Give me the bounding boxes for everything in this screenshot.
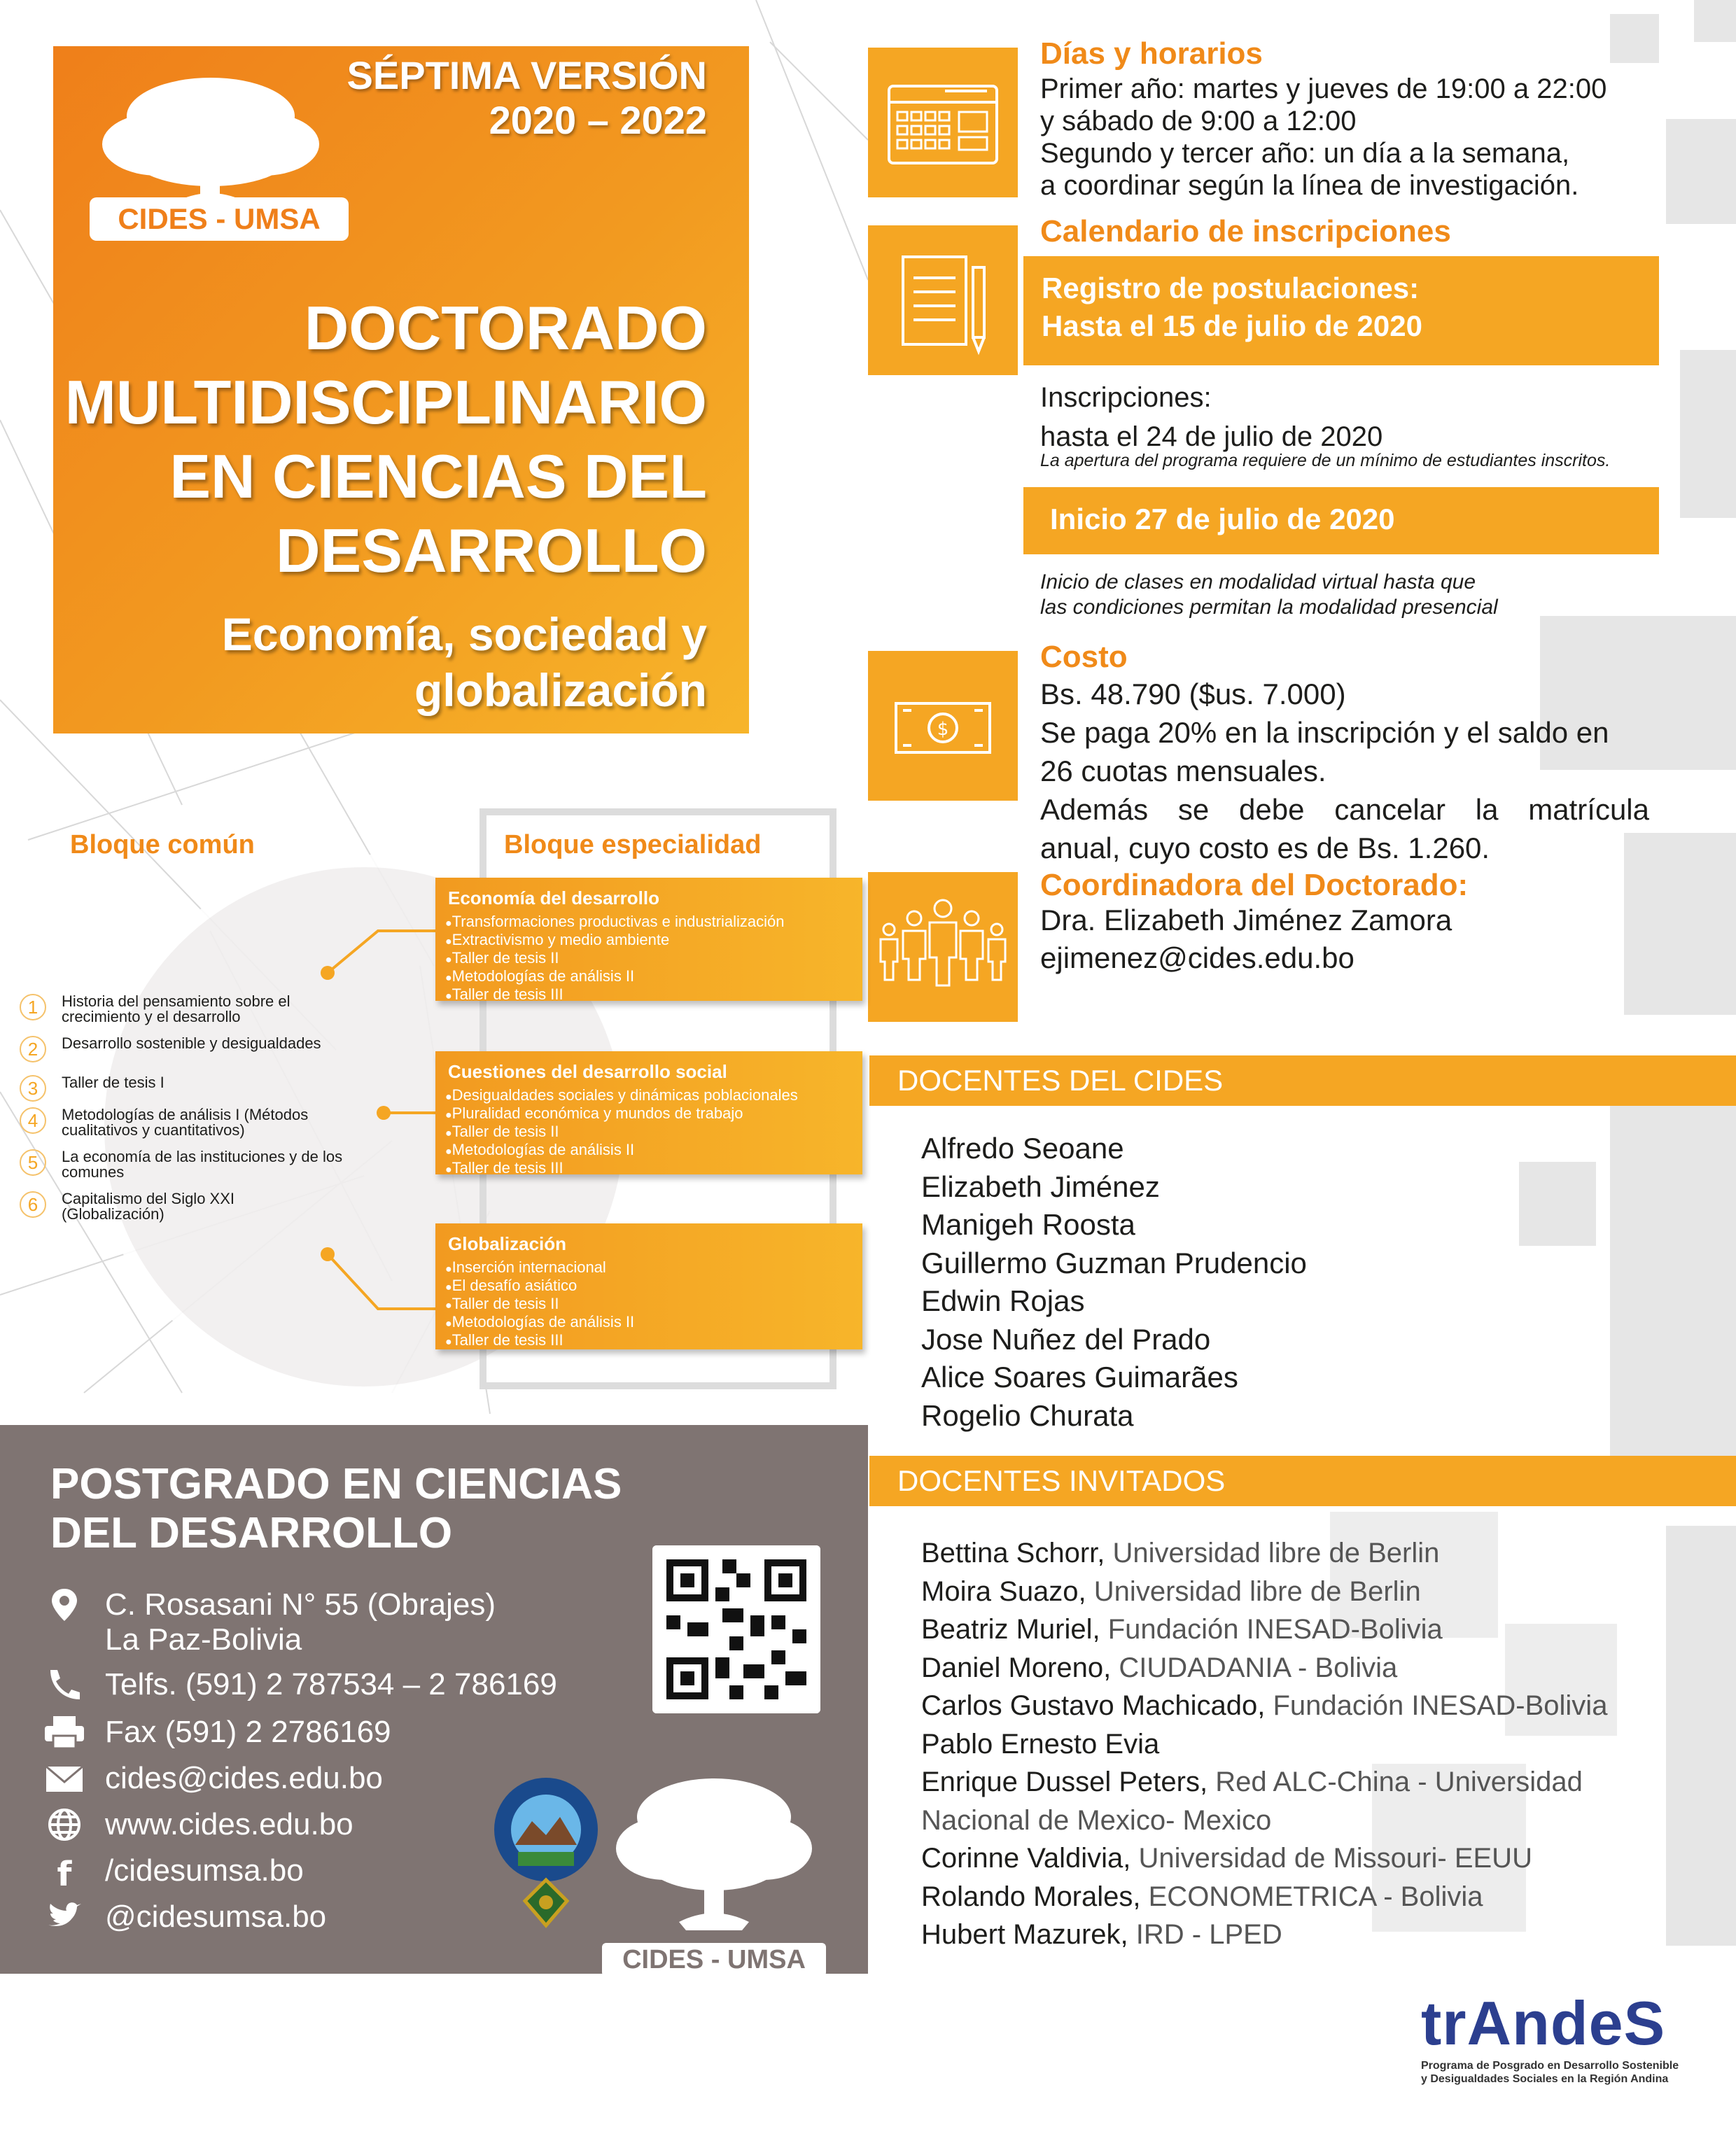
invited-row bbox=[921, 1534, 1684, 1573]
course-item: ● Metodologías de análisis II bbox=[445, 1142, 862, 1160]
item-number: 3 bbox=[20, 1075, 46, 1102]
trandes-caption bbox=[1421, 2059, 1715, 2086]
twitter-handle[interactable]: @cidesumsa.bo bbox=[105, 1900, 327, 1934]
docentes-invitados-list bbox=[921, 1534, 1684, 1954]
program-subtitle bbox=[222, 606, 707, 718]
docente-name: Guillermo Guzman Prudencio bbox=[921, 1246, 1307, 1279]
location-pin-icon bbox=[42, 1587, 87, 1622]
invited-affiliation: ECONOMETRICA - Bolivia bbox=[1148, 1881, 1483, 1912]
invited-row bbox=[921, 1763, 1684, 1802]
invited-row bbox=[921, 1878, 1684, 1916]
virtual-mode-note bbox=[1040, 570, 1498, 620]
version-line: SÉPTIMA VERSIÓN bbox=[346, 53, 707, 97]
trandes-wordmark: trAndeS bbox=[1421, 1988, 1666, 2058]
item-text: Metodologías de análisis I (Métodos cualitativos y cuantitativos) bbox=[62, 1106, 309, 1139]
course-item: ● Taller de tesis II bbox=[445, 1123, 862, 1142]
item-text: Capitalismo del Siglo XXI (Globalización) bbox=[62, 1190, 235, 1223]
caption-line: y Desigualdades Sociales en la Región Andina bbox=[1421, 2073, 1669, 2085]
cost-amount: Bs. 48.790 ($us. 7.000) bbox=[1040, 678, 1346, 710]
invited-name: Carlos Gustavo Machicado, bbox=[921, 1690, 1266, 1721]
course-item: ● Pluralidad económica y mundos de trabajo bbox=[445, 1105, 862, 1123]
minimum-students-note: La apertura del programa requiere de un mínimo de estudiantes inscritos. bbox=[1040, 451, 1611, 470]
caption-line: Programa de Posgrado en Desarrollo Sostenible bbox=[1421, 2060, 1679, 2072]
specialty-box-social bbox=[435, 1051, 862, 1177]
schedule-line: Segundo y tercer año: un día a la semana, bbox=[1040, 138, 1570, 169]
list-item bbox=[20, 1191, 384, 1233]
invited-affiliation: Universidad de Missouri- EEUU bbox=[1138, 1843, 1532, 1874]
invited-name: Rolando Morales, bbox=[921, 1881, 1141, 1912]
address-text bbox=[105, 1587, 496, 1657]
calendar-icon bbox=[868, 48, 1018, 197]
specialty-title: Economía del desarrollo bbox=[448, 887, 659, 908]
docente-name: Rogelio Churata bbox=[921, 1398, 1134, 1432]
course-item: ● El desafío asiático bbox=[445, 1277, 862, 1296]
list-item bbox=[20, 1107, 384, 1149]
footer-tree-logo-icon bbox=[616, 1768, 812, 1943]
invited-name: Hubert Mazurek, bbox=[921, 1919, 1128, 1950]
specialty-box-globalizacion bbox=[435, 1223, 862, 1349]
invited-row bbox=[921, 1839, 1684, 1878]
docente-name: Alice Soares Guimarães bbox=[921, 1361, 1238, 1394]
facebook-handle[interactable]: /cidesumsa.bo bbox=[105, 1853, 304, 1888]
registration-line: Registro de postulaciones: bbox=[1042, 272, 1420, 304]
globe-icon bbox=[42, 1807, 87, 1842]
invited-row bbox=[921, 1687, 1684, 1725]
course-item: ● Taller de tesis II bbox=[445, 950, 862, 968]
course-item: ● Taller de tesis III bbox=[445, 1160, 862, 1178]
subtitle-line: Economía, sociedad y bbox=[221, 608, 707, 660]
item-number: 1 bbox=[20, 994, 46, 1020]
address-line: La Paz-Bolivia bbox=[105, 1622, 302, 1657]
decor-square bbox=[1610, 1106, 1736, 1456]
invited-row bbox=[921, 1916, 1684, 1954]
item-number: 5 bbox=[20, 1149, 46, 1176]
start-date-label: Inicio 27 de julio de 2020 bbox=[1050, 503, 1395, 535]
invited-row bbox=[921, 1610, 1684, 1649]
item-text: Taller de tesis I bbox=[62, 1074, 164, 1091]
cides-umsa-logo-label: CIDES - UMSA bbox=[90, 197, 349, 241]
version-years: 2020 – 2022 bbox=[489, 98, 707, 142]
item-number: 2 bbox=[20, 1036, 46, 1062]
course-item: ● Extractivismo y medio ambiente bbox=[445, 932, 862, 950]
invited-name: Bettina Schorr, bbox=[921, 1538, 1105, 1568]
course-item: ● Taller de tesis III bbox=[445, 986, 862, 1004]
docentes-cides-list bbox=[921, 1130, 1307, 1435]
invited-affiliation: CIUDADANIA - Bolivia bbox=[1119, 1652, 1398, 1683]
coordinator-heading: Coordinadora del Doctorado: bbox=[1040, 868, 1469, 902]
list-item bbox=[20, 1149, 384, 1191]
course-item: ● Metodologías de análisis II bbox=[445, 1314, 862, 1332]
course-item: ● Taller de tesis III bbox=[445, 1332, 862, 1350]
enrollment-date: hasta el 24 de julio de 2020 bbox=[1040, 421, 1383, 452]
title-line: EN CIENCIAS DEL bbox=[169, 442, 707, 511]
course-item: ● Metodologías de análisis II bbox=[445, 968, 862, 986]
docente-name: Elizabeth Jiménez bbox=[921, 1170, 1160, 1203]
invited-row bbox=[921, 1649, 1684, 1687]
email-address[interactable]: cides@cides.edu.bo bbox=[105, 1761, 383, 1795]
people-group-icon bbox=[868, 872, 1018, 1022]
schedule-text bbox=[1040, 73, 1711, 202]
item-text: Desarrollo sostenible y desigualdades bbox=[62, 1034, 321, 1052]
registration-deadline-bar bbox=[1023, 256, 1659, 365]
registration-date: Hasta el 15 de julio de 2020 bbox=[1042, 309, 1422, 342]
notepad-pencil-icon bbox=[868, 225, 1018, 375]
list-item bbox=[20, 1036, 384, 1075]
invited-affiliation: Universidad libre de Berlin bbox=[1112, 1538, 1440, 1568]
invited-affiliation: Red ALC-China - Universidad bbox=[1215, 1767, 1583, 1797]
cost-line: Se paga 20% en la inscripción y el saldo en bbox=[1040, 716, 1609, 749]
decor-square bbox=[1694, 0, 1736, 42]
hero-banner bbox=[53, 46, 749, 733]
virtual-note-line: Inicio de clases en modalidad virtual hasta que bbox=[1040, 570, 1476, 594]
version-label bbox=[347, 53, 707, 143]
coordinator-email[interactable]: ejimenez@cides.edu.bo bbox=[1040, 941, 1354, 974]
course-item: ● Desigualdades sociales y dinámicas poblacionales bbox=[445, 1087, 862, 1105]
money-bill-icon bbox=[868, 651, 1018, 801]
phone-icon bbox=[42, 1667, 87, 1702]
enrollment-text bbox=[1040, 378, 1670, 456]
virtual-note-line: las condiciones permitan la modalidad presencial bbox=[1040, 596, 1498, 619]
title-line: MULTIDISCIPLINARIO bbox=[64, 367, 707, 437]
specialty-box-economia bbox=[435, 878, 862, 1001]
program-title bbox=[65, 291, 707, 588]
course-item: ● Transformaciones productivas e industrialización bbox=[445, 913, 862, 932]
cost-line: 26 cuotas mensuales. bbox=[1040, 754, 1326, 787]
invited-affiliation: Fundación INESAD-Bolivia bbox=[1107, 1614, 1443, 1645]
footer-title bbox=[50, 1460, 622, 1558]
title-line: DESARROLLO bbox=[276, 516, 707, 585]
start-date-bar bbox=[1023, 487, 1659, 554]
invited-affiliation: Nacional de Mexico- Mexico bbox=[921, 1804, 1272, 1836]
specialty-course-list bbox=[435, 1087, 862, 1178]
docente-name: Manigeh Roosta bbox=[921, 1208, 1135, 1241]
list-item bbox=[20, 994, 384, 1036]
svg-text:f: f bbox=[57, 1855, 72, 1888]
coordinator-name: Dra. Elizabeth Jiménez Zamora bbox=[1040, 904, 1452, 936]
docente-name: Jose Nuñez del Prado bbox=[921, 1322, 1211, 1356]
umsa-seal-icon bbox=[490, 1768, 602, 1936]
schedule-line: Primer año: martes y jueves de 19:00 a 22:00 bbox=[1040, 73, 1607, 104]
common-block-title: Bloque común bbox=[70, 830, 255, 859]
cost-heading: Costo bbox=[1040, 640, 1128, 674]
specialty-block-title: Bloque especialidad bbox=[504, 830, 762, 859]
invited-name: Daniel Moreno, bbox=[921, 1652, 1112, 1683]
specialty-title: Globalización bbox=[448, 1233, 567, 1254]
qr-code-icon bbox=[652, 1545, 820, 1713]
schedule-heading: Días y horarios bbox=[1040, 36, 1263, 71]
cost-line: Además se debe cancelar la matrícula bbox=[1040, 793, 1649, 826]
course-item: ● Taller de tesis II bbox=[445, 1296, 862, 1314]
invited-affiliation: Universidad libre de Berlin bbox=[1093, 1575, 1421, 1607]
invited-name: Corinne Valdivia, bbox=[921, 1843, 1131, 1874]
item-number: 4 bbox=[20, 1107, 46, 1134]
docentes-invitados-heading: DOCENTES INVITADOS bbox=[869, 1456, 1736, 1506]
decor-square bbox=[1519, 1162, 1596, 1246]
docentes-cides-heading: DOCENTES DEL CIDES bbox=[869, 1055, 1736, 1106]
invited-row bbox=[921, 1573, 1684, 1611]
svg-text:$: $ bbox=[937, 719, 949, 740]
fax-number: Fax (591) 2 2786169 bbox=[105, 1715, 391, 1749]
tree-logo-icon bbox=[95, 67, 326, 277]
docente-name: Edwin Rojas bbox=[921, 1284, 1085, 1317]
title-line: DOCTORADO bbox=[304, 293, 707, 363]
address-line: C. Rosasani N° 55 (Obrajes) bbox=[105, 1587, 496, 1622]
footer-title-line: DEL DESARROLLO bbox=[50, 1509, 453, 1557]
decor-square bbox=[1680, 350, 1736, 518]
schedule-line: a coordinar según la línea de investigación. bbox=[1040, 170, 1579, 201]
invited-name: Enrique Dussel Peters, bbox=[921, 1767, 1208, 1797]
common-block-list bbox=[20, 994, 384, 1233]
docente-name: Alfredo Seoane bbox=[921, 1132, 1124, 1165]
phone-numbers[interactable]: Telfs. (591) 2 787534 – 2 786169 bbox=[105, 1667, 557, 1701]
item-number: 6 bbox=[20, 1191, 46, 1218]
course-item: ● Inserción internacional bbox=[445, 1259, 862, 1277]
footer-cides-umsa-label: CIDES - UMSA bbox=[602, 1943, 826, 1977]
website-url[interactable]: www.cides.edu.bo bbox=[105, 1807, 354, 1841]
twitter-bird-icon bbox=[42, 1900, 87, 1935]
facebook-icon bbox=[42, 1853, 87, 1888]
subtitle-line: globalización bbox=[414, 664, 707, 716]
envelope-icon bbox=[42, 1761, 87, 1796]
printer-icon bbox=[42, 1715, 87, 1750]
specialty-title: Cuestiones del desarrollo social bbox=[448, 1061, 727, 1082]
invited-name: Moira Suazo, bbox=[921, 1575, 1086, 1607]
invited-name: Beatriz Muriel, bbox=[921, 1614, 1100, 1645]
calendar-heading: Calendario de inscripciones bbox=[1040, 214, 1451, 248]
invited-affiliation: Fundación INESAD-Bolivia bbox=[1273, 1690, 1608, 1721]
cost-line: anual, cuyo costo es de Bs. 1.260. bbox=[1040, 831, 1490, 864]
enrollment-label: Inscripciones: bbox=[1040, 382, 1212, 413]
cost-text bbox=[1040, 675, 1649, 867]
decor-square bbox=[1610, 14, 1659, 63]
invited-row bbox=[921, 1802, 1684, 1840]
invited-name: Pablo Ernesto Evia bbox=[921, 1728, 1160, 1760]
invited-affiliation: IRD - LPED bbox=[1135, 1919, 1282, 1950]
item-text: La economía de las instituciones y de los comunes bbox=[62, 1148, 343, 1181]
footer-title-line: POSTGRADO EN CIENCIAS bbox=[50, 1460, 622, 1508]
specialty-course-list bbox=[435, 1259, 862, 1350]
invited-row bbox=[921, 1725, 1684, 1764]
trandes-logo bbox=[1421, 1988, 1715, 2086]
specialty-course-list bbox=[435, 913, 862, 1004]
list-item bbox=[20, 1075, 384, 1107]
item-text: Historia del pensamiento sobre el crecimiento y el desarrollo bbox=[62, 992, 290, 1025]
contact-footer bbox=[0, 1425, 868, 1974]
schedule-line: y sábado de 9:00 a 12:00 bbox=[1040, 106, 1357, 136]
